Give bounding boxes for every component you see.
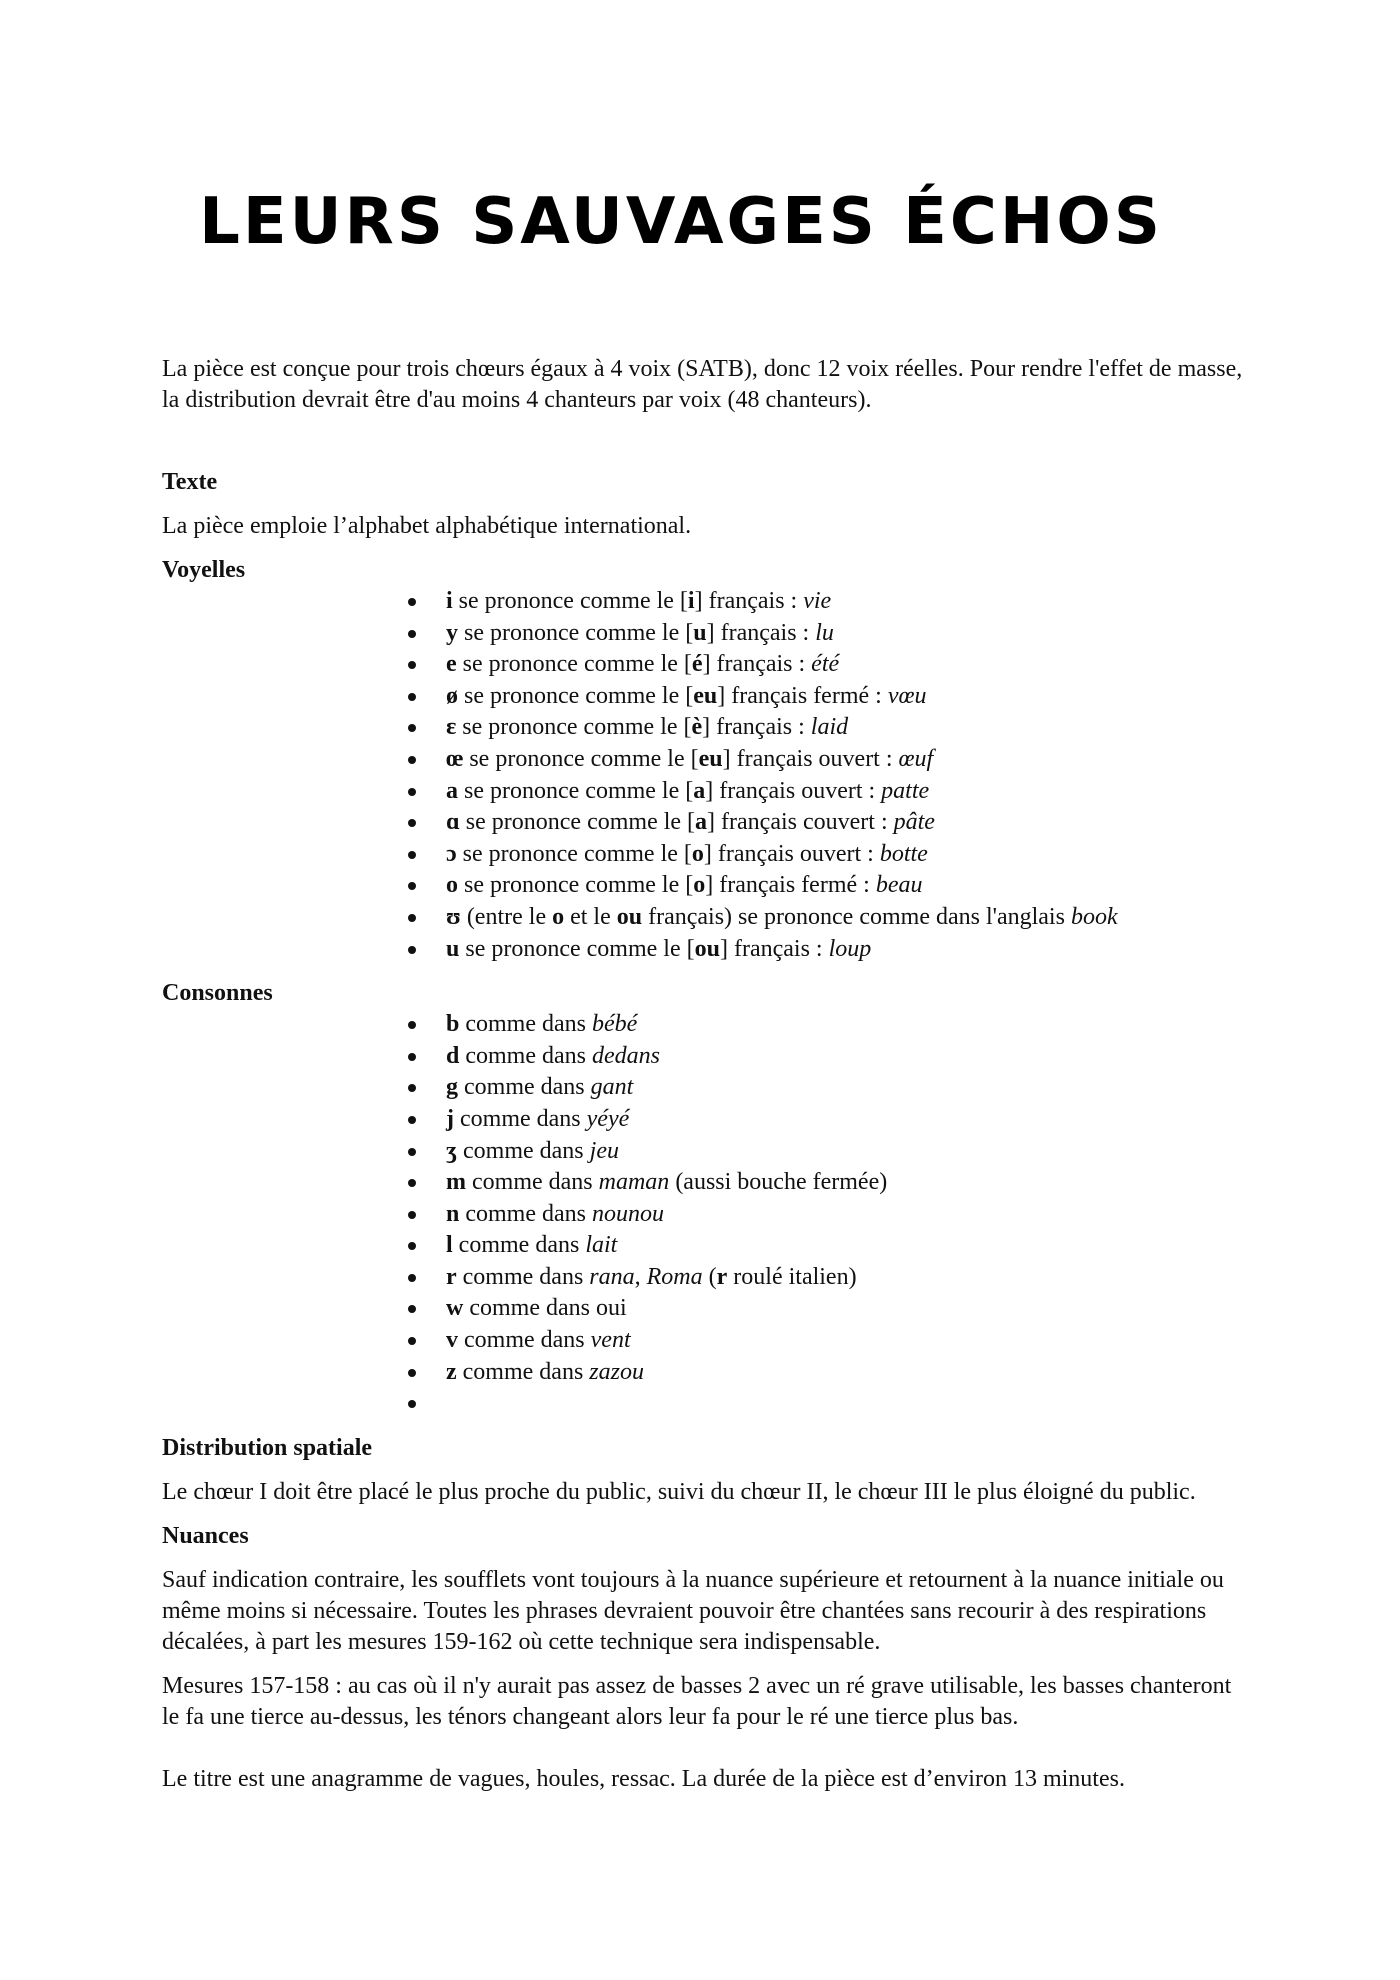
section-heading-nuances: Nuances xyxy=(162,1522,249,1549)
consonnes-list xyxy=(162,1009,1250,1420)
section-heading-consonnes: Consonnes xyxy=(162,980,273,1007)
list-item: e se prononce comme le [é] français : été xyxy=(446,649,1250,681)
list-item: u se prononce comme le [ou] français : loup xyxy=(446,934,1250,966)
list-item: ø se prononce comme le [eu] français fermé : vœu xyxy=(446,681,1250,713)
page-title: LEURS SAUVAGES ÉCHOS xyxy=(199,185,1163,259)
list-item: z comme dans zazou xyxy=(446,1357,1250,1389)
list-item: w comme dans oui xyxy=(446,1293,1250,1325)
list-item: j comme dans yéyé xyxy=(446,1104,1250,1136)
list-item: b comme dans bébé xyxy=(446,1009,1250,1041)
list-item: ɔ se prononce comme le [o] français ouvert : botte xyxy=(446,839,1250,871)
list-item: n comme dans nounou xyxy=(446,1199,1250,1231)
list-item: i se prononce comme le [i] français : vie xyxy=(446,586,1250,618)
list-item: r comme dans rana, Roma (r roulé italien) xyxy=(446,1262,1250,1294)
list-item: y se prononce comme le [u] français : lu xyxy=(446,618,1250,650)
section-heading-distribution: Distribution spatiale xyxy=(162,1434,373,1461)
list-item: ɑ se prononce comme le [a] français couvert : pâte xyxy=(446,807,1250,839)
closing-paragraph: Le titre est une anagramme de vagues, houles, ressac. La durée de la pièce est d’environ 13 minutes. xyxy=(162,1765,1125,1792)
section-heading-texte: Texte xyxy=(162,469,218,495)
nuances-paragraph-2: Mesures 157-158 : au cas où il n'y aurait pas assez de basses 2 avec un ré grave utilisable, les basses chanteront le fa une tierce au-dessus, les ténors changeant alors leur fa pour le ré une tierce plus bas. xyxy=(162,1672,1232,1730)
section-heading-voyelles: Voyelles xyxy=(162,557,246,583)
voyelles-list xyxy=(162,586,1250,965)
texte-paragraph: La pièce emploie l’alphabet alphabétique international. xyxy=(162,513,692,539)
list-item-empty xyxy=(446,1388,1250,1420)
list-item: g comme dans gant xyxy=(446,1072,1250,1104)
intro-paragraph: La pièce est conçue pour trois chœurs égaux à 4 voix (SATB), donc 12 voix réelles. Pour rendre l'effet de masse, la distribution devrait être d'au moins 4 chanteurs par voix (48 chanteurs). xyxy=(162,356,1243,413)
list-item: ɛ se prononce comme le [è] français : laid xyxy=(446,712,1250,744)
list-item: d comme dans dedans xyxy=(446,1041,1250,1073)
list-item: œ se prononce comme le [eu] français ouvert : œuf xyxy=(446,744,1250,776)
list-item: ʒ comme dans jeu xyxy=(446,1136,1250,1168)
list-item: o se prononce comme le [o] français fermé : beau xyxy=(446,870,1250,902)
list-item: v comme dans vent xyxy=(446,1325,1250,1357)
list-item: m comme dans maman (aussi bouche fermée) xyxy=(446,1167,1250,1199)
list-item: a se prononce comme le [a] français ouvert : patte xyxy=(446,776,1250,808)
nuances-paragraph-1: Sauf indication contraire, les soufflets vont toujours à la nuance supérieure et retournent à la nuance initiale ou même moins si nécessaire. Toutes les phrases devraient pouvoir être chantées sans recourir à des respirations décalées, à part les mesures 159-162 où cette technique sera indispensable. xyxy=(162,1566,1224,1655)
list-item: ʊ (entre le o et le ou français) se prononce comme dans l'anglais book xyxy=(446,902,1250,934)
distribution-paragraph: Le chœur I doit être placé le plus proche du public, suivi du chœur II, le chœur III le plus éloigné du public. xyxy=(162,1478,1196,1505)
list-item: l comme dans lait xyxy=(446,1230,1250,1262)
